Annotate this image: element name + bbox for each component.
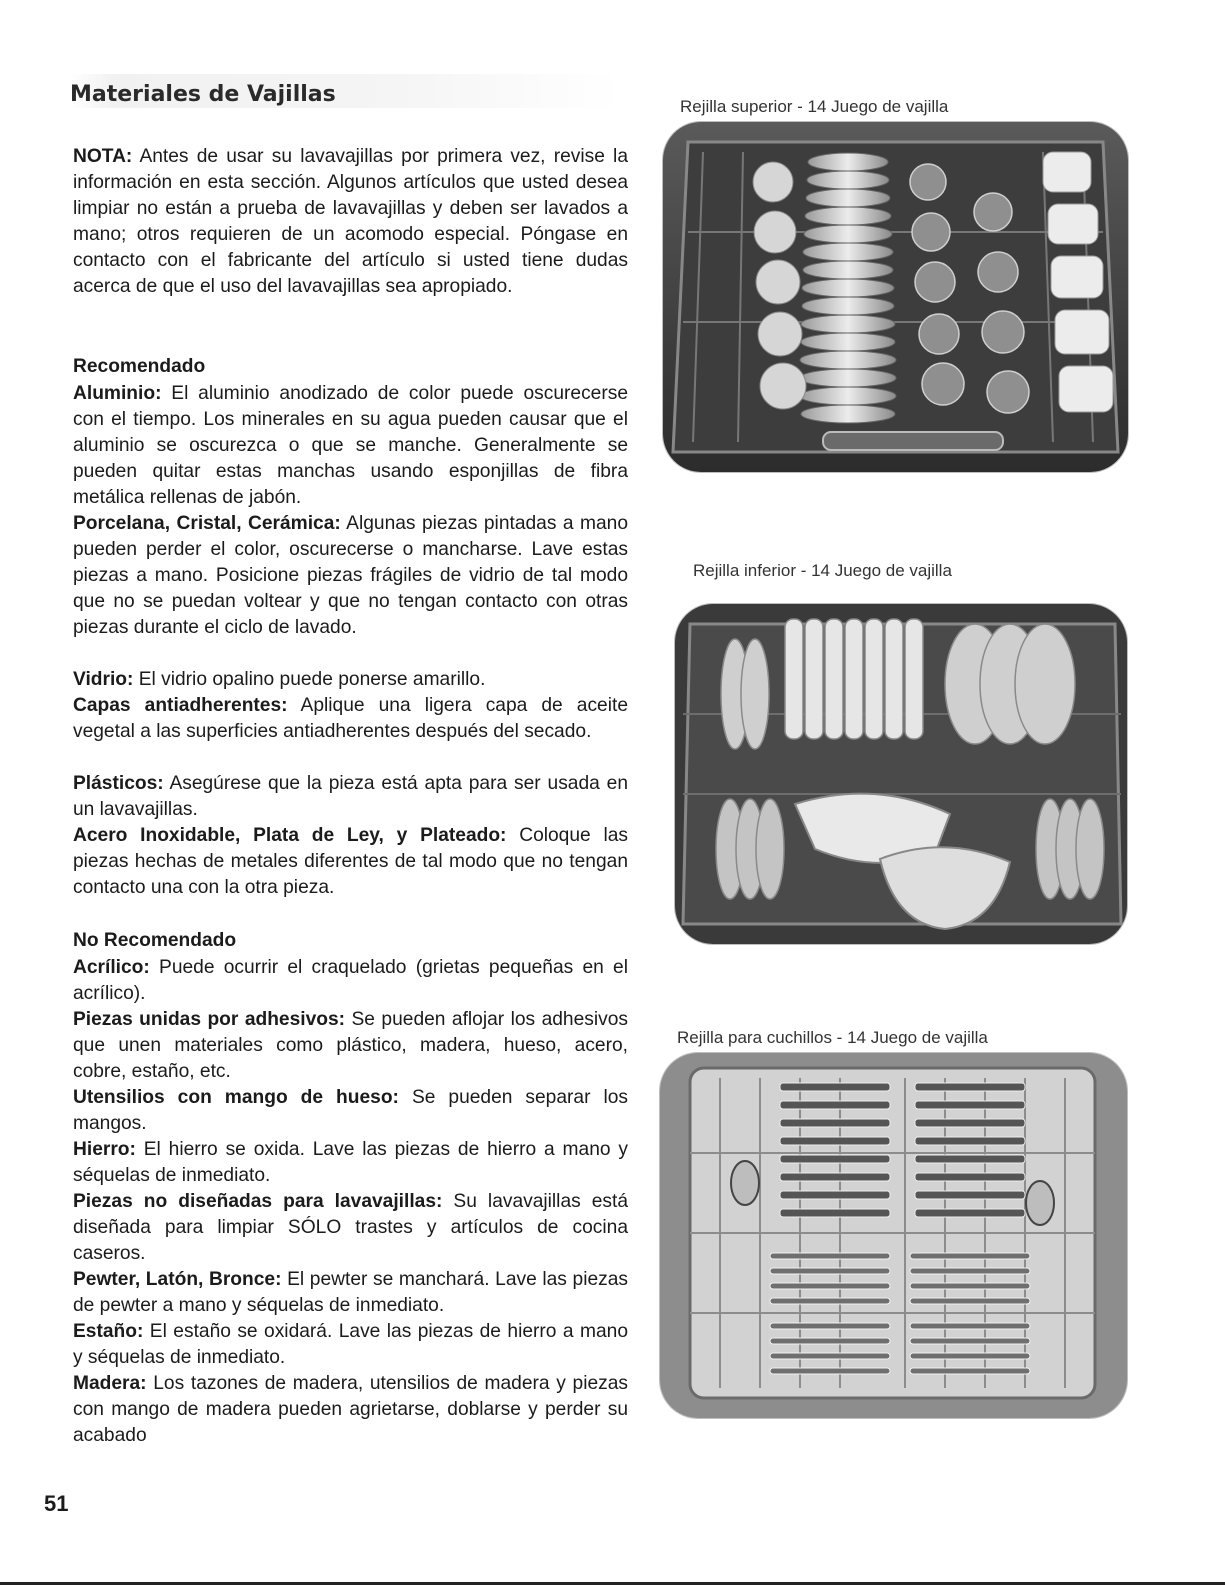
item-label: Piezas no diseñadas para lavavajillas:: [73, 1191, 443, 1212]
item-label: Pewter, Latón, Bronce:: [73, 1269, 282, 1290]
item-label: Hierro:: [73, 1139, 136, 1160]
item-label: Capas antiadherentes:: [73, 695, 288, 716]
not-recommended-item-no-disenadas: [73, 1189, 628, 1267]
item-text: Se pueden separar los mangos.: [73, 1087, 628, 1134]
item-text: El vidrio opalino puede ponerse amarillo.: [133, 669, 486, 690]
item-label: Estaño:: [73, 1321, 144, 1342]
not-recommended-item-acrilico: [73, 955, 628, 1007]
section-title: Materiales de Vajillas: [70, 74, 620, 108]
item-label: Madera:: [73, 1373, 147, 1394]
page-number: 51: [44, 1491, 69, 1516]
item-label: Acrílico:: [73, 957, 150, 978]
item-text: Puede ocurrir el craquelado (grietas pequeñas en el acrílico).: [73, 957, 628, 1004]
recommended-heading: Recomendado: [73, 356, 206, 377]
not-recommended-item-estano: [73, 1319, 628, 1371]
item-text: Algunas piezas pintadas a mano pueden perder el color, oscurecerse o mancharse. Lave estas piezas a mano. Posicione piezas frágiles de vidrio de tal modo que no se puedan voltear y que no tengan contacto con otras piezas durante el ciclo de lavado.: [73, 513, 628, 638]
nota-label: NOTA:: [73, 146, 133, 167]
item-label: Plásticos:: [73, 773, 164, 794]
item-label: Porcelana, Cristal, Cerámica:: [73, 513, 341, 534]
item-label: Aluminio:: [73, 383, 162, 404]
recommended-item-aluminio: [73, 381, 628, 511]
item-text: El pewter se manchará. Lave las piezas de pewter a mano y séquelas de inmediato.: [73, 1269, 628, 1316]
recommended-item-acero: [73, 823, 628, 901]
item-text: Aplique una ligera capa de aceite vegetal a las superficies antiadherentes después del secado.: [73, 695, 628, 742]
not-recommended-item-hueso: [73, 1085, 628, 1137]
item-label: Piezas unidas por adhesivos:: [73, 1009, 346, 1030]
item-label: Acero Inoxidable, Plata de Ley, y Plateado:: [73, 825, 507, 846]
not-recommended-heading: No Recomendado: [73, 930, 237, 951]
caption-upper-rack: Rejilla superior - 14 Juego de vajilla: [680, 97, 949, 116]
recommended-item-plasticos: [73, 771, 628, 823]
nota-paragraph: [73, 144, 628, 300]
item-label: Utensilios con mango de hueso:: [73, 1087, 399, 1108]
nota-text: Antes de usar su lavavajillas por primera vez, revise la información en esta sección. Algunos artículos que usted desea limpiar no están a prueba de lavavajillas y deben ser lavados a mano; otros requieren de un acomodo especial. Póngase en contacto con el fabricante del artículo si usted tiene dudas acerca de que el uso del lavavajillas sea apropiado.: [73, 146, 628, 297]
item-label: Vidrio:: [73, 669, 134, 690]
lower-rack-photo: [675, 604, 1127, 944]
item-text: Su lavavajillas está diseñada para limpiar SÓLO trastes y artículos de cocina caseros.: [73, 1191, 628, 1264]
item-text: El hierro se oxida. Lave las piezas de hierro a mano y séquelas de inmediato.: [73, 1139, 628, 1186]
recommended-item-vidrio: [73, 667, 628, 693]
recommended-item-capas: [73, 693, 628, 745]
item-text: Los tazones de madera, utensilios de madera y piezas con mango de madera pueden agrietarse, doblarse y perder su acabado: [73, 1373, 628, 1446]
upper-rack-photo: [663, 122, 1128, 472]
item-text: Asegúrese que la pieza está apta para ser usada en un lavavajillas.: [73, 773, 628, 820]
item-text: El aluminio anodizado de color puede oscurecerse con el tiempo. Los minerales en su agua pueden causar que el aluminio se oscurezca o que se manche. Generalmente se pueden quitar estas manchas usando esponjillas de fibra metálica rellenas de jabón.: [73, 383, 628, 508]
not-recommended-item-hierro: [73, 1137, 628, 1189]
caption-lower-rack: Rejilla inferior - 14 Juego de vajilla: [693, 561, 952, 580]
item-text: Se pueden aflojar los adhesivos que unen materiales como plástico, madera, hueso, acero, cobre, estaño, etc.: [73, 1009, 628, 1082]
not-recommended-item-madera: [73, 1371, 628, 1449]
cutlery-rack-photo: [660, 1053, 1127, 1418]
item-text: Coloque las piezas hechas de metales diferentes de tal modo que no tengan contacto una con la otra pieza.: [73, 825, 628, 898]
recommended-item-porcelana: [73, 511, 628, 641]
not-recommended-item-pewter: [73, 1267, 628, 1319]
item-text: El estaño se oxidará. Lave las piezas de hierro a mano y séquelas de inmediato.: [73, 1321, 628, 1368]
caption-cutlery-rack: Rejilla para cuchillos - 14 Juego de vajilla: [677, 1028, 988, 1047]
not-recommended-item-adhesivos: [73, 1007, 628, 1085]
